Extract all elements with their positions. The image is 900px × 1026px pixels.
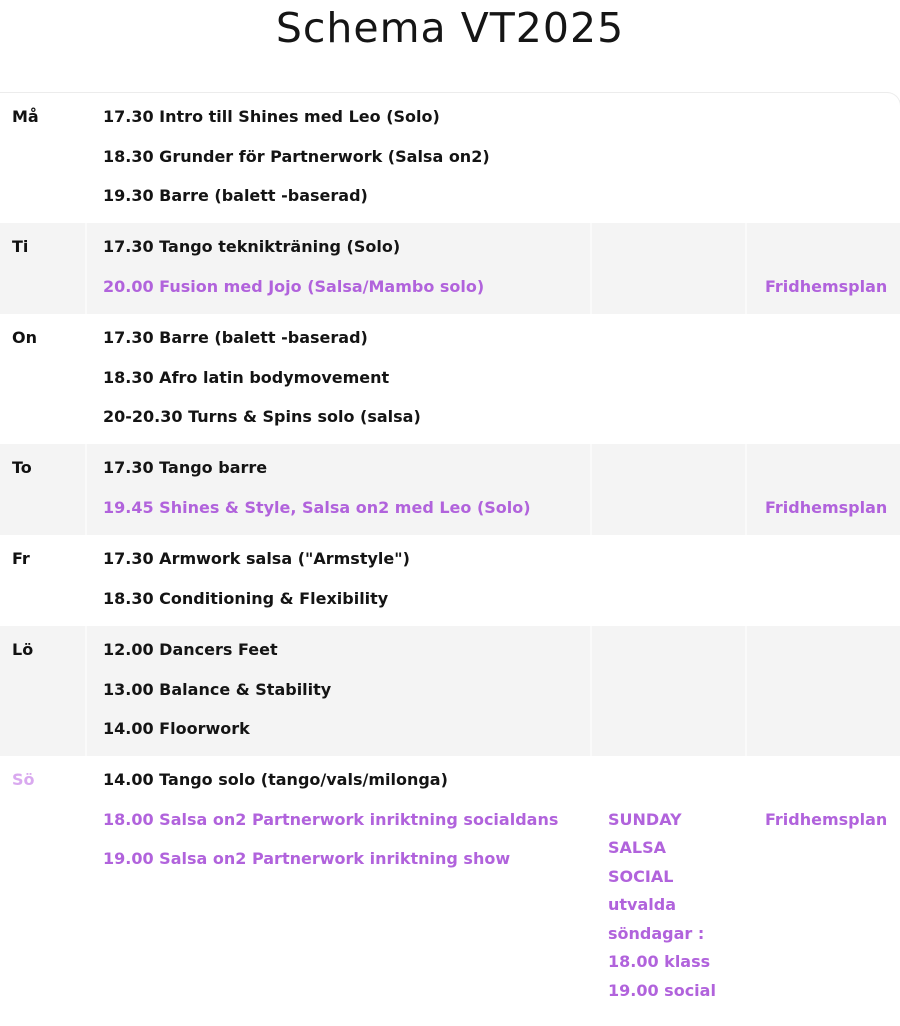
column-divider <box>745 444 747 535</box>
sunday-note-line: utvalda <box>608 895 676 914</box>
class-item: 19.00 Salsa on2 Partnerwork inriktning show <box>103 849 511 868</box>
day-row <box>0 535 900 626</box>
class-item: 13.00 Balance & Stability <box>103 679 332 699</box>
day-label: To <box>12 458 32 477</box>
day-label: Lö <box>12 640 34 659</box>
day-label: Må <box>12 107 39 126</box>
class-item: 19.45 Shines & Style, Salsa on2 med Leo (Solo) <box>103 497 531 517</box>
class-item: 17.30 Tango teknikträning (Solo) <box>103 237 401 256</box>
class-item: 14.00 Tango solo (tango/vals/milonga) <box>103 770 448 789</box>
class-item: 18.30 Conditioning & Flexibility <box>103 588 389 608</box>
sunday-note-line: söndagar : <box>608 923 705 943</box>
page-title: Schema VT2025 <box>275 4 625 52</box>
column-divider <box>85 626 87 756</box>
column-divider <box>590 626 592 756</box>
schedule-table <box>0 92 900 1026</box>
sunday-note-line: 19.00 social <box>608 980 716 1000</box>
class-list <box>103 640 331 759</box>
sunday-note-line: SUNDAY <box>608 809 682 829</box>
column-divider <box>745 626 747 756</box>
class-item: 12.00 Dancers Feet <box>103 640 278 659</box>
day-label: Ti <box>12 237 29 256</box>
class-list <box>103 107 490 226</box>
day-row <box>0 756 900 1026</box>
class-item: 20.00 Fusion med Jojo (Salsa/Mambo solo) <box>103 276 485 296</box>
class-list <box>103 458 531 537</box>
sunday-note-line: SOCIAL <box>608 866 674 886</box>
class-item: 17.30 Intro till Shines med Leo (Solo) <box>103 107 440 126</box>
class-item: 14.00 Floorwork <box>103 719 250 738</box>
day-row <box>0 314 900 444</box>
day-row <box>0 93 900 223</box>
day-label: On <box>12 328 37 347</box>
class-list <box>103 549 410 628</box>
class-item: 18.30 Afro latin bodymovement <box>103 367 390 387</box>
location-label: Fridhemsplan <box>765 497 888 517</box>
sunday-social-note <box>608 806 716 1006</box>
sunday-note-line: SALSA <box>608 838 667 857</box>
class-list <box>103 770 558 889</box>
class-item: 17.30 Barre (balett -baserad) <box>103 328 368 347</box>
sunday-note-line: 18.00 klass <box>608 952 711 971</box>
class-item: 19.30 Barre (balett -baserad) <box>103 186 368 205</box>
day-row <box>0 444 900 535</box>
location-label: Fridhemsplan <box>765 276 888 296</box>
class-list <box>103 328 421 447</box>
class-item: 18.00 Salsa on2 Partnerwork inriktning socialdans <box>103 809 559 829</box>
class-item: 17.30 Tango barre <box>103 458 268 477</box>
column-divider <box>85 223 87 314</box>
column-divider <box>745 223 747 314</box>
day-label: Sö <box>12 770 35 789</box>
day-row <box>0 223 900 314</box>
day-label: Fr <box>12 549 30 568</box>
class-item: 20-20.30 Turns & Spins solo (salsa) <box>103 407 421 426</box>
class-list <box>103 237 484 316</box>
class-item: 18.30 Grunder för Partnerwork (Salsa on2) <box>103 146 490 166</box>
class-item: 17.30 Armwork salsa ("Armstyle") <box>103 549 410 568</box>
location-label: Fridhemsplan <box>765 809 888 829</box>
day-row <box>0 626 900 756</box>
column-divider <box>590 444 592 535</box>
column-divider <box>85 444 87 535</box>
column-divider <box>590 223 592 314</box>
